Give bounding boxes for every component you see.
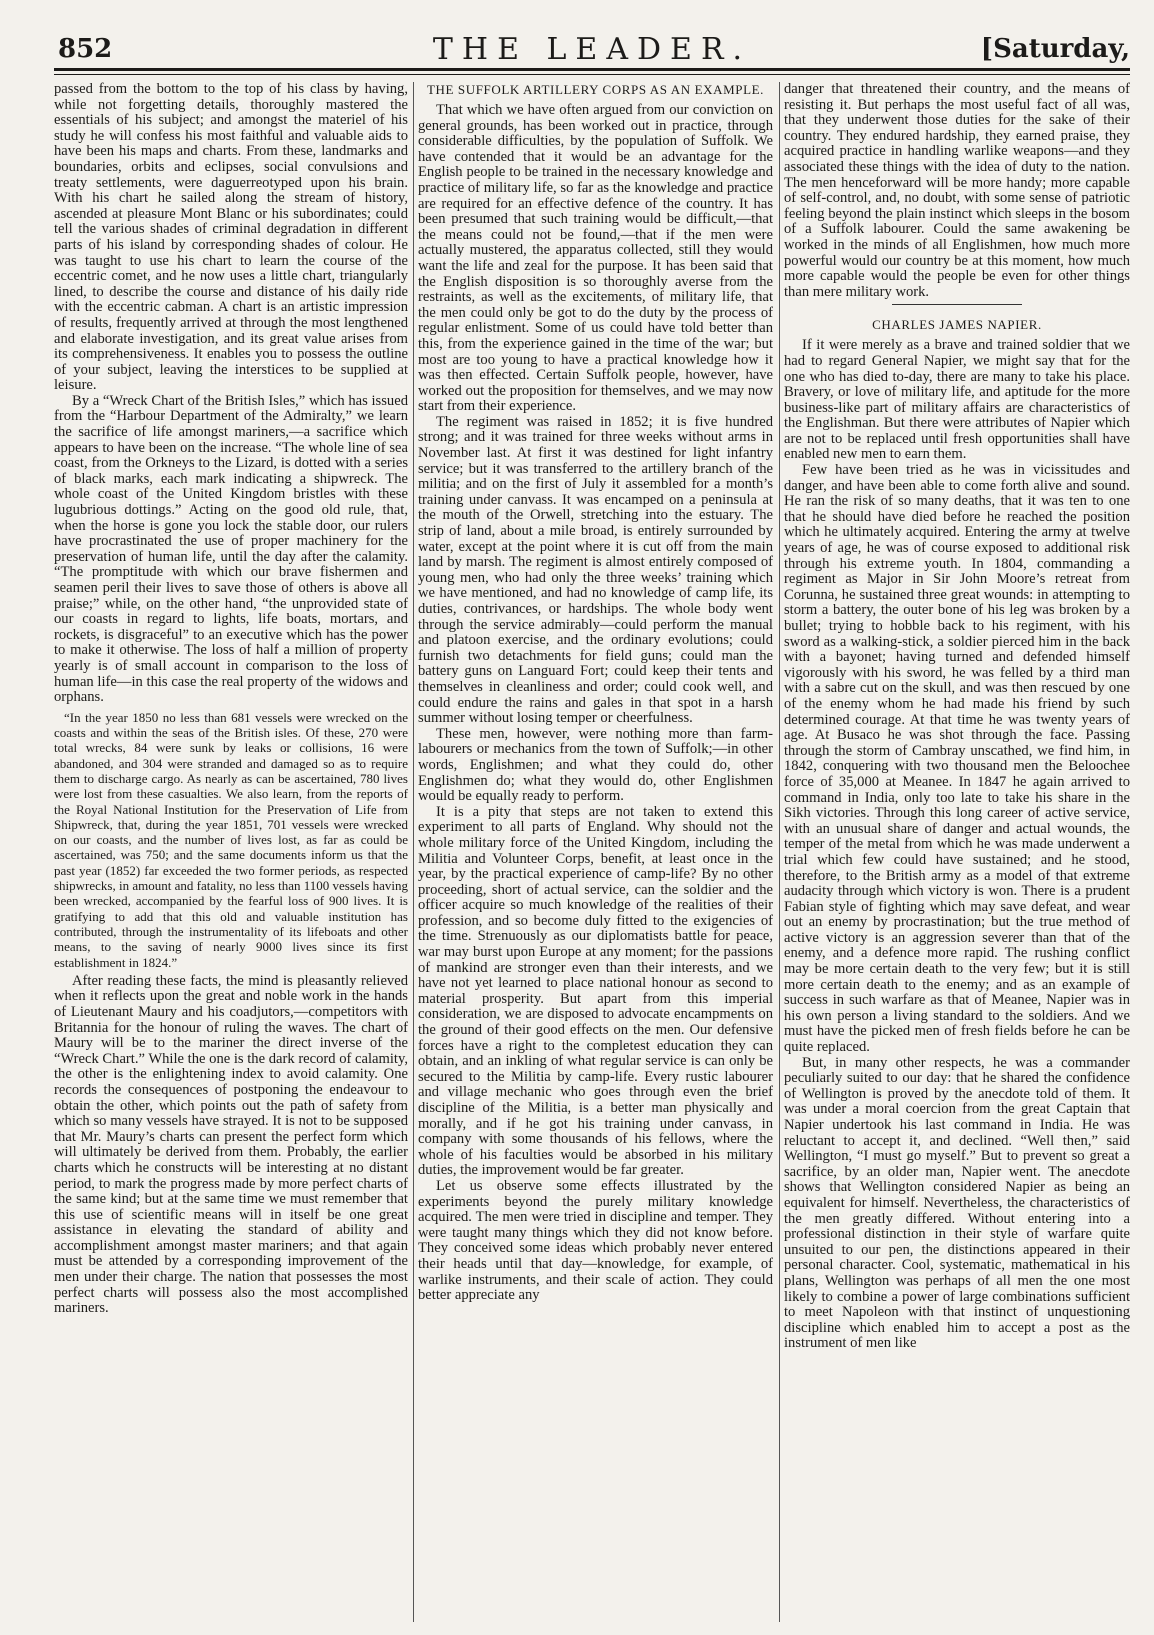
masthead [54,24,1130,80]
paragraph: By a “Wreck Chart of the British Isles,” which has issued from the “Harbour Department of the Admiralty,” we learn the sacrifice of life amongst mariners,—a sacrifice which appears to have been on the increase. “The whole line of sea coast, from the Orkneys to the Lizard, is dotted with a series of black marks, each mark indicating a shipwreck. The whole coast of the United Kingdom bristles with these lugubrious dottings.” Acting on the good old rule, that, when the horse is gone you lock the stable door, our rulers have procrastinated the use of proper machinery for the preservation of human life, until the day after the calamity. “The promptitude with which our brave fishermen and seamen peril their lives to save those of others is above all praise;” while, on the other hand, “the unprovided state of our coasts in regard to lights, life boats, mortars, and rockets, is disgraceful” to an executive which has the power to make it otherwise. The loss of half a million of property yearly is of small account in comparison to the loss of human life—in this case the real property of the widows and orphans. [54,392,408,706]
quote-text: “In the year 1850 no less than 681 vessels were wrecked on the coasts and within the seas of the British isles. Of these, 270 were total wrecks, 84 were sunk by leaks or collisions, 16 were abandoned, and 304 were stranded and damaged so as to require them to discharge cargo. As nearly as can be ascertained, 780 lives were lost from these casualties. We also learn, from the reports of the Royal National Institution for the Preservation of Life from Shipwreck, that, during the year 1851, 701 vessels were wrecked on our coasts, and the number of lives lost, as far as could be ascertained, was 750; and the same documents inform us that the past year (1852) far exceeded the two former periods, as respected shipwrecks, in amount and fatality, no less than 1100 vessels having been wrecked, accompanied by the fearful loss of 900 lives. It is gratifying to add that this old and valuable institution has contributed, through the instrumentality of its lifeboats and other means, to the saving of nearly 9000 lives since its first establishment in 1824.” [54,709,408,970]
paragraph: danger that threatened their country, and the means of resisting it. But perhaps the most useful fact of all was, that they underwent those duties for the sake of their country. They endured hardship, they earned praise, they acquired practice in handling warlike weapons—and they associated these things with the idea of duty to the nation. The men henceforward will be more handy; more capable of self-control, and, no doubt, with some sense of patriotic feeling beyond the plain instinct which sleeps in the bosom of a Suffolk labourer. Could the same awakening be worked in the minds of all Englishmen, how much more powerful would our country be at this moment, how much more capable would the people be even for other things than mere military work. [784,82,1130,300]
issue-day: [Saturday, [980,34,1130,64]
column-3 [784,82,1130,1622]
paragraph: It is a pity that steps are not taken to extend this experiment to all parts of England. Why should not the whole military force of the United Kingdom, including the Militia and Volunteer Corps, benefit, at least once in the year, by the practical experience of camp-life? By no other proceeding, short of actual service, can the soldier and the officer acquire so much knowledge of the realities of their profession, and so become duly fitted to the exigencies of the time. Strenuously as our diplomatists battle for peace, war may burst upon Europe at any moment; for the passions of mankind are stronger even than their interests, and we have not yet learned to place national honour as second to material prosperity. But apart from this imperial consideration, we are disposed to advocate encampments on the ground of their good effects on the men. Our defensive forces have a right to the completest education they can obtain, and an inkling of what regular service is can only be secured to the Militia by camp-life. Every rustic labourer and village mechanic who goes through even the brief discipline of the Militia, is a better man physically and morally, and if he got his training under canvass, in company with some thousands of his fellows, where the whole of his faculties would be absorbed in his military duties, the improvement would be far greater. [418,803,773,1179]
column-divider [413,82,414,1622]
paragraph: Few have been tried as he was in vicissitudes and danger, and have been able to come forth alive and sound. He ran the risk of so many deaths, that it was ten to one that he should have died before he reached the position which he ultimately acquired. Entering the army at twelve years of age, he was of course exposed to additional risk through his extreme youth. In 1804, commanding a regiment as Major in Sir John Moore’s retreat from Corunna, he sustained three great wounds: in attempting to storm a battery, the outer bone of his leg was broken by a bullet; trying to hobble back to his regiment, with his sword as a walking-stick, a soldier pierced him in the back with a bayonet; having turned and defended himself vigorously with his sword, he was felled by a third man with a sabre cut on the skull, and was then rescued by one of the enemy whom he had made his friend by such determined courage. At that time he was twenty years of age. At Busaco he was shot through the face. Passing through the storm of Cambray unscathed, we find him, in 1842, conquering with two thousand men the Beloochee force of 35,000 at Meanee. In 1847 he again arrived to command in India, only too late to take his share in the Sikh victories. Through this long career of active service, with an unusual share of danger and actual wounds, the temper of the metal from which he was made underwent a trial which few could have sustained; and he stood, therefore, to the British army as a model of that extreme audacity through which victory is won. There is a prudent Fabian style of fighting which may save defeat, and wear out an enemy by procrastination; but the true method of active victory is an aggression severer than that of the enemy, and a defence more rapid. The rushing conflict may be more certain death to the very few; but it is still more certain death to the enemy; and as an example of success in such warfare as that of Meanee, Napier was in his own person a living standard to the soldiers. And we must have the picked men of fresh fields before he can be quite replaced. [784,462,1130,1056]
paragraph: But, in many other respects, he was a commander peculiarly suited to our day: that he shared the confidence of Wellington is proved by the anecdote told of them. It was under a moral coercion from the great Captain that Napier undertook his last command in India. He was reluctant to accept it, and declined. “Well then,” said Wellington, “I must go myself.” But to prevent so great a sacrifice, by an older man, Napier went. The anecdote shows that Wellington considered Napier as being an equivalent for himself. Nevertheless, the characteristics of the men greatly differed. Without entering into a professional distinction in their style of warfare quite unsuited to our pen, the distinctions appeared in their personal character. Cool, systematic, mathematical in his plans, Wellington was perhaps of all men the one most likely to combine a power of large combinations sufficient to meet Napoleon with that instinct of unquestioning discipline which enabled him to accept a post as the instrument of men like [784,1054,1130,1352]
article-separator [892,304,1022,305]
column-1 [54,82,408,1622]
block-quote [54,710,408,970]
newspaper-title: THE LEADER. [432,32,752,67]
paragraph: If it were merely as a brave and trained soldier that we had to regard General Napier, we might say that for the one who has died to-day, there are many to take his place. Bravery, or love of military life, and aptitude for the more business-like part of military affairs are characteristics of the Englishman. But there were attributes of Napier which are not to be replaced until fresh opportunities shall have enabled new men to earn them. [784,337,1130,463]
masthead-rule-thin [54,74,1130,75]
masthead-rule-thick [54,68,1130,71]
column-divider [779,82,780,1622]
page-number: 852 [58,34,113,64]
column-2 [418,82,773,1622]
paragraph: That which we have often argued from our conviction on general grounds, has been worked out in practice, through considerable difficulties, by the population of Suffolk. We have contended that it would be an advantage for the English people to be trained in the necessary knowledge and practice of military life, so far as the knowledge and practice are required for an effective defence of the country. It has been presumed that such training would be difficult,—that the means could not be found,—that if the men were actually mustered, the apparatus collected, still they would want the life and zeal for the purpose. It has been said that the English disposition is so thoroughly averse from the restraints, as well as the excitements, of military life, that the men could only be got to do the duty by the process of regular enlistment. Some of us could have told better than this, from the experience gained in the time of the war; but most are too young to have a practical knowledge how it was then effected. Certain Suffolk people, however, have worked out the proposition for themselves, and we may now start from their experience. [418,102,773,415]
paragraph: After reading these facts, the mind is pleasantly relieved when it reflects upon the great and noble work in the hands of Lieutenant Maury and his coadjutors,—competitors with Britannia for the honour of ruling the waves. The chart of Maury will be to the mariner the direct inverse of the “Wreck Chart.” While the one is the dark record of calamity, the other is the enlightening index to avoid calamity. One records the consequences of postponing the endeavour to obtain the other, which points out the path of safety from which so many vessels have strayed. It is not to be supposed that Mr. Maury’s charts can present the perfect form which will ultimately be derived from them. Probably, the earlier charts which he constructs will be interesting at no distant period, to mark the progress made by more perfect charts of the same kind; but at the same time we must remember that this use of scientific means will in itself be one great assistance in elevating the standard of ability and accomplishment amongst master mariners; and that again must be attended by a corresponding improvement of the men under their charge. The nation that possesses the most perfect charts will possess also the most accomplished mariners. [54,972,408,1317]
article-heading-napier: CHARLES JAMES NAPIER. [872,317,1042,333]
article-heading-suffolk: THE SUFFOLK ARTILLERY CORPS AS AN EXAMPLE. [426,82,765,97]
paragraph: The regiment was raised in 1852; it is five hundred strong; and it was trained for three weeks without arms in November last. At first it was destined for light infantry service; but it was transferred to the artillery branch of the militia; and on the first of July it assembled for a month’s training under canvass. It was encamped on a peninsula at the mouth of the Orwell, stretching into the estuary. The strip of land, about a mile broad, is entirely surrounded by water, except at the point where it is cut off from the main land by marsh. The regiment is almost entirely composed of young men, who had only the three weeks’ training which we have mentioned, and had no knowledge of camp life, its duties, contrivances, or hardships. The whole body went through the service admirably—could perform the manual and platoon exercise, and the ordinary evolutions; could furnish two detachments for field guns; could man the battery guns on Languard Fort; could keep their tents and themselves in cleanliness and order; could cook well, and could endure the rains and gales in that spot in a harsh summer without losing temper or cheerfulness. [418,413,773,727]
paragraph: passed from the bottom to the top of his class by having, while not forgetting details, thoroughly mastered the essentials of his subject; and amongst the materiel of his study he will confess his most faithful and valuable aids to have been his maps and charts. From these, landmarks and boundaries, orbits and eclipses, social convulsions and treaty settlements, were daguerreotyped upon his brain. With his chart he sailed along the stream of history, ascended at pleasure Mont Blanc or his subordinates; could tell the various shades of criminal degradation in different parts of his island by corresponding shades of colour. He was taught to use his chart to learn the course of the eccentric comet, and he now uses a little chart, triangularly lined, to describe the course and distance of his daily ride with the eccentric cabman. A chart is an artistic impression of results, frequently arrived at through the most lengthened and elaborate investigation, and its great value arises from its comprehensiveness. It enables you to possess the outline of your subject, leaving the interstices to be supplied at leisure. [54,82,408,394]
paragraph: These men, however, were nothing more than farm-labourers or mechanics from the town of Suffolk;—in other words, Englishmen; and what they could do, other Englishmen do; what they would do, other Englishmen would be equally ready to perform. [418,725,773,805]
paragraph: Let us observe some effects illustrated by the experiments beyond the purely military knowledge acquired. The men were tried in discipline and temper. They were taught many things which they did not know before. They conceived some ideas which probably never entered their heads until that day—knowledge, for example, of warlike instruments, and their scale of action. They could better appreciate any [418,1177,773,1304]
